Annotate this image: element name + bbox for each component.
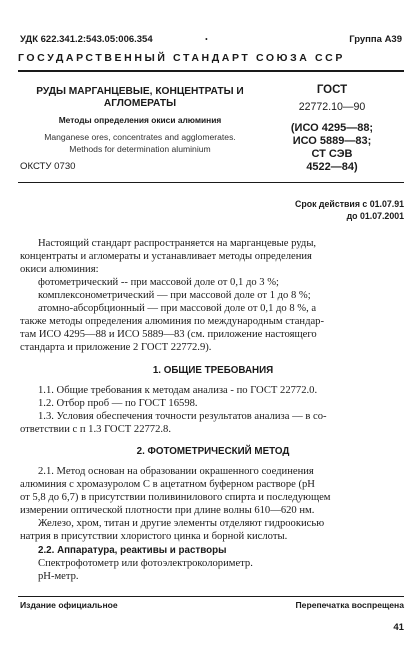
intro-line: там ИСО 4295—88 и ИСО 5889—83 (см. приложение настоящего [20, 329, 317, 340]
section-2-line: измерении оптической плотности при длине волны 610—620 нм. [20, 505, 315, 516]
page-number: 41 [393, 622, 404, 633]
intro-line: атомно-абсорбционный — при массовой доле от 0,1 до 8 %, а [38, 303, 317, 314]
title-rule [18, 182, 404, 183]
section-1-line: 1.3. Условия обеспечения точности результатов анализа — в со- [38, 411, 327, 422]
state-standard-title: ГОСУДАРСТВЕННЫЙ СТАНДАРТ СОЮЗА ССР [18, 52, 345, 64]
section-2-line: от 5,8 до 6,7) в присутствии поливинилового спирта и последующем [20, 492, 331, 503]
section-1-line: 1.1. Общие требования к методам анализа - по ГОСТ 22772.0. [38, 385, 318, 396]
intro-line: концентраты и агломераты и устанавливает методы определения [20, 251, 312, 262]
intro-line: окиси алюминия: [20, 264, 99, 275]
section-2-line: натрия в присутствии хлористого цинка и борной кислоты. [20, 531, 288, 542]
title-english-line-2: Methods for determination aluminium [69, 144, 211, 154]
intro-line: также методы определения алюминия по международным стандар- [20, 316, 325, 327]
footer-rule [18, 596, 404, 597]
udk-code: УДК 622.341.2:543.05:006.354 [20, 34, 153, 45]
gost-iso-2: ИСО 5889—83; [292, 135, 372, 147]
intro-line: комплексонометрический — при массовой доле от 1 до 8 %; [38, 290, 311, 301]
gost-label: ГОСТ [316, 84, 348, 96]
intro-line: фотометрический -- при массовой доле от 0,1 до 3 %; [38, 277, 279, 288]
intro-line: стандарта и приложение 2 ГОСТ 22772.9). [20, 342, 212, 353]
section-2-heading: 2. ФОТОМЕТРИЧЕСКИЙ МЕТОД [136, 446, 290, 457]
section-1-line: ответствии с п 1.3 ГОСТ 22772.8. [20, 424, 171, 435]
validity-line-2: до 01.07.2001 [346, 211, 404, 221]
gost-st-sev: СТ СЭВ [311, 148, 353, 160]
section-2-item: рН-метр. [38, 571, 79, 582]
title-line-1: РУДЫ МАРГАНЦЕВЫЕ, КОНЦЕНТРАТЫ И [36, 86, 244, 97]
title-subtitle: Методы определения окиси алюминия [58, 115, 222, 125]
dot-mark: • [205, 35, 208, 44]
section-1-line: 1.2. Отбор проб — по ГОСТ 16598. [38, 398, 198, 409]
title-english-line-1: Manganese ores, concentrates and agglomerates. [44, 132, 236, 142]
section-2-line: 2.1. Метод основан на образовании окрашенного соединения [38, 466, 314, 477]
group-code: Группа А39 [349, 34, 402, 45]
footer-reprint-prohibited: Перепечатка воспрещена [295, 600, 404, 610]
gost-iso-1: (ИСО 4295—88; [290, 122, 374, 134]
okstu-code: ОКСТУ 0730 [20, 161, 76, 172]
title-line-2: АГЛОМЕРАТЫ [103, 98, 177, 109]
gost-number: 22772.10—90 [298, 101, 366, 113]
section-1-heading: 1. ОБЩИЕ ТРЕБОВАНИЯ [152, 365, 274, 376]
section-2-subheading: 2.2. Аппаратура, реактивы и растворы [38, 545, 227, 556]
header-rule [18, 70, 404, 72]
section-2-line: Железо, хром, титан и другие элементы отделяют гидроокисью [38, 518, 325, 529]
section-2-item: Спектрофотометр или фотоэлектроколориметр. [38, 558, 253, 569]
intro-line: Настоящий стандарт распространяется на марганцевые руды, [38, 238, 317, 249]
gost-st-sev-number: 4522—84) [306, 161, 358, 173]
validity-line-1: Срок действия с 01.07.91 [294, 199, 404, 209]
footer-official-edition: Издание официальное [20, 600, 118, 610]
section-2-line: алюминия с хромазуролом С в ацетатном буферном растворе (рН [20, 479, 315, 490]
